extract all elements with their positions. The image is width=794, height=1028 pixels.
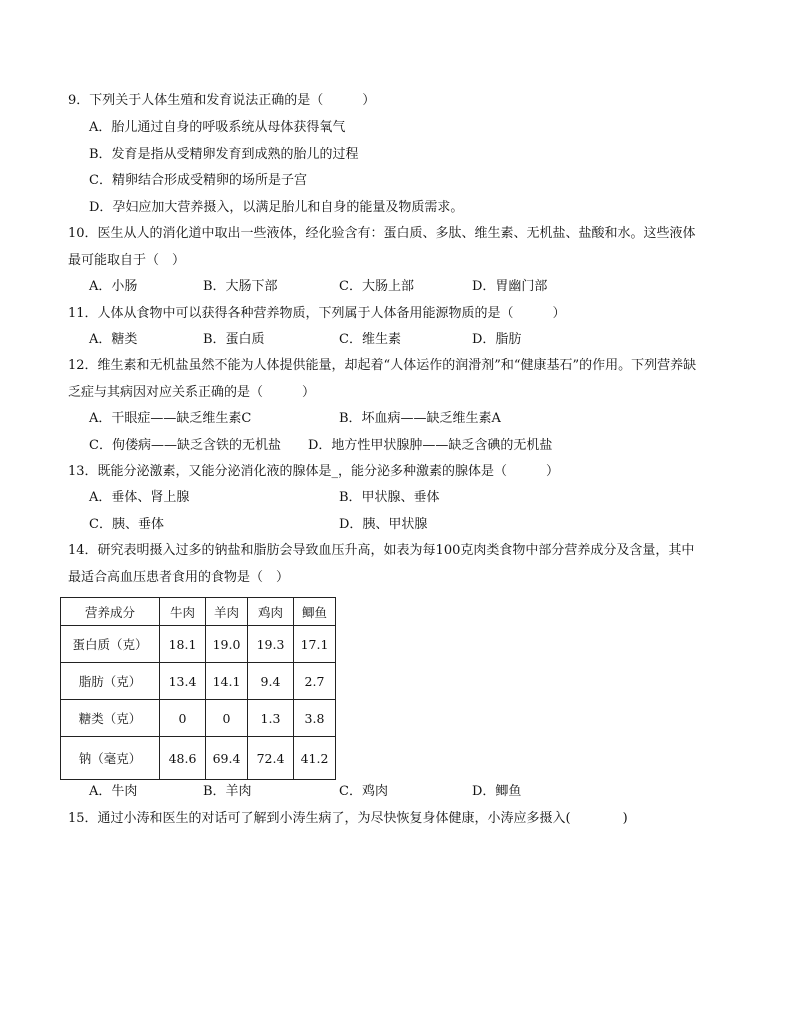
table-cell: 0 [160, 700, 206, 737]
q13-option-a[interactable]: A．垂体、肾上腺 [89, 490, 190, 505]
table-cell: 13.4 [160, 663, 206, 700]
q10-option-b[interactable]: B．大肠下部 [203, 279, 278, 294]
q11-option-d[interactable]: D．脂肪 [472, 332, 522, 347]
table-header-row [61, 598, 336, 626]
table-header-cell: 牛肉 [160, 598, 206, 626]
q12-option-b[interactable]: B．坏血病——缺乏维生素A [339, 411, 501, 426]
q14-option-a[interactable]: A．牛肉 [89, 784, 138, 799]
q12-option-d[interactable]: D．地方性甲状腺肿——缺乏含碘的无机盐 [308, 438, 553, 453]
q9-option-d[interactable]: D．孕妇应加大营养摄入，以满足胎儿和自身的能量及物质需求。 [89, 200, 464, 215]
q10-stem-line1: 10．医生从人的消化道中取出一些液体，经化验含有：蛋白质、多肽、维生素、无机盐、盐酸和水。这些液体 [68, 226, 696, 241]
q13-option-d[interactable]: D．胰、甲状腺 [339, 517, 428, 532]
table-cell: 钠（毫克） [61, 737, 160, 780]
table-header-cell: 鸡肉 [248, 598, 294, 626]
table-cell: 72.4 [248, 737, 294, 780]
table-cell: 0 [206, 700, 248, 737]
q12-stem-line1: 12．维生素和无机盐虽然不能为人体提供能量，却起着“人体运作的润滑剂”和“健康基石”的作用。下列营养缺 [68, 358, 697, 373]
table-cell: 1.3 [248, 700, 294, 737]
q15-stem: 15．通过小涛和医生的对话可了解到小涛生病了，为尽快恢复身体健康，小涛应多摄入( ) [68, 811, 628, 826]
table-cell: 9.4 [248, 663, 294, 700]
q10-option-c[interactable]: C．大肠上部 [339, 279, 414, 294]
q11-option-a[interactable]: A．糖类 [89, 332, 138, 347]
table-row [61, 737, 336, 780]
q14-option-b[interactable]: B．羊肉 [203, 784, 252, 799]
q12-stem-line2: 乏症与其病因对应关系正确的是（ ） [68, 385, 316, 400]
table-header-cell: 羊肉 [206, 598, 248, 626]
q9-option-a[interactable]: A．胎儿通过自身的呼吸系统从母体获得氧气 [89, 120, 346, 135]
q10-stem-line2: 最可能取自于（ ） [68, 253, 186, 268]
table-cell: 蛋白质（克） [61, 626, 160, 663]
table-cell: 14.1 [206, 663, 248, 700]
table-cell: 19.3 [248, 626, 294, 663]
q10-option-a[interactable]: A．小肠 [89, 279, 138, 294]
q9-option-b[interactable]: B．发育是指从受精卵发育到成熟的胎儿的过程 [89, 147, 359, 162]
table-cell: 2.7 [294, 663, 336, 700]
q14-option-c[interactable]: C．鸡肉 [339, 784, 388, 799]
table-cell: 19.0 [206, 626, 248, 663]
q13-stem: 13．既能分泌激素，又能分泌消化液的腺体是_，能分泌多种激素的腺体是（ ） [68, 464, 560, 479]
q11-stem: 11．人体从食物中可以获得各种营养物质，下列属于人体备用能源物质的是（ ） [68, 306, 566, 321]
table-cell: 41.2 [294, 737, 336, 780]
q11-option-c[interactable]: C．维生素 [339, 332, 401, 347]
table-cell: 17.1 [294, 626, 336, 663]
q14-stem-line2: 最适合高血压患者食用的食物是（ ） [68, 570, 290, 585]
table-header-cell: 营养成分 [61, 598, 160, 626]
table-cell: 48.6 [160, 737, 206, 780]
table-row [61, 626, 336, 663]
q13-option-c[interactable]: C．胰、垂体 [89, 517, 164, 532]
table-header-cell: 鲫鱼 [294, 598, 336, 626]
q10-option-d[interactable]: D．胃幽门部 [472, 279, 548, 294]
q9-option-c[interactable]: C．精卵结合形成受精卵的场所是子宫 [89, 173, 307, 188]
q12-option-c[interactable]: C．佝偻病——缺乏含铁的无机盐 [89, 438, 281, 453]
q13-option-b[interactable]: B．甲状腺、垂体 [339, 490, 440, 505]
table-cell: 糖类（克） [61, 700, 160, 737]
q14-stem-line1: 14．研究表明摄入过多的钠盐和脂肪会导致血压升高，如表为每100克肉类食物中部分营养成分及含量，其中 [68, 543, 695, 558]
table-row [61, 663, 336, 700]
q11-option-b[interactable]: B．蛋白质 [203, 332, 265, 347]
table-cell: 3.8 [294, 700, 336, 737]
table-cell: 18.1 [160, 626, 206, 663]
table-cell: 脂肪（克） [61, 663, 160, 700]
table-cell: 69.4 [206, 737, 248, 780]
table-row [61, 700, 336, 737]
nutrition-table [60, 597, 336, 780]
q12-option-a[interactable]: A．干眼症——缺乏维生素C [89, 411, 252, 426]
q9-stem: 9．下列关于人体生殖和发育说法正确的是（ ） [68, 93, 376, 108]
q14-option-d[interactable]: D．鲫鱼 [472, 784, 522, 799]
